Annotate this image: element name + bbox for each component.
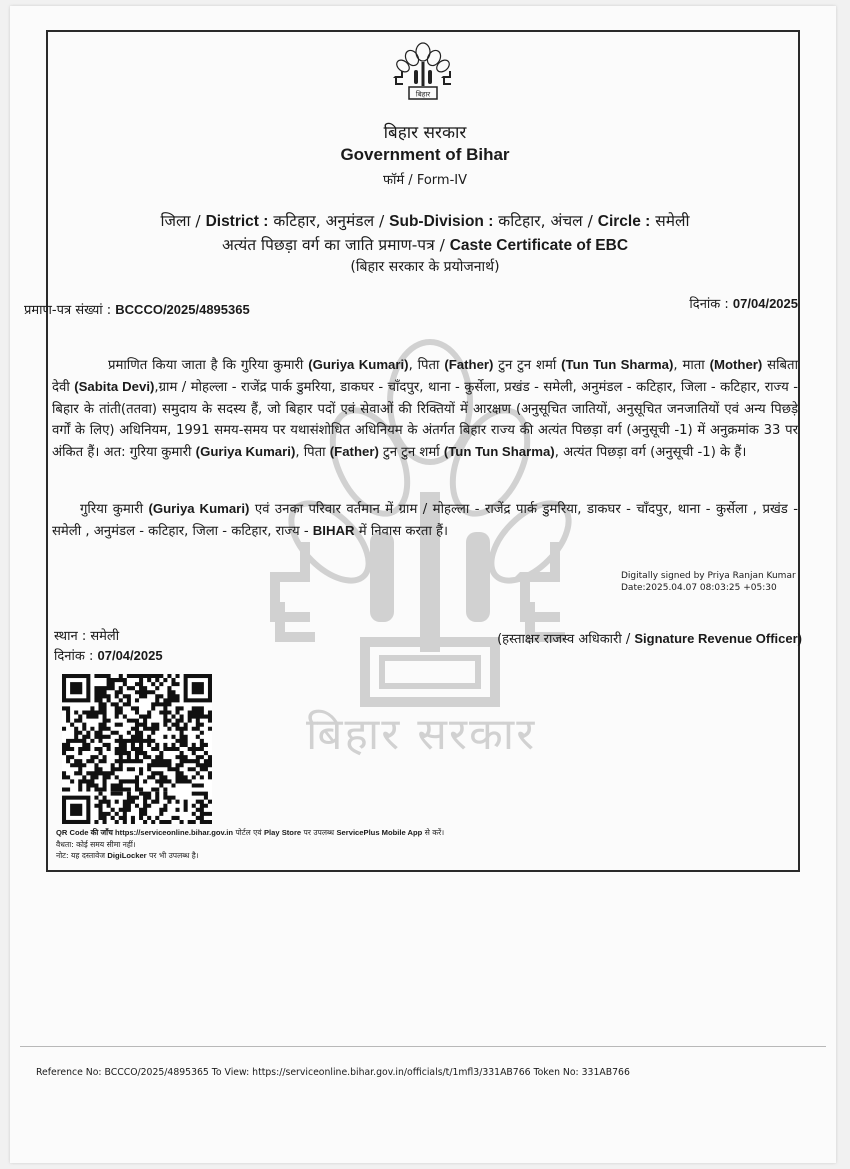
certificate-date: 07/04/2025 — [732, 296, 798, 311]
cert-title-english: Caste Certificate of EBC — [449, 237, 629, 254]
officer-english: Signature Revenue Officer) — [634, 631, 802, 646]
place-label: स्थान : — [54, 629, 87, 644]
certificate-date-line — [689, 294, 798, 312]
certificate-number: BCCCO/2025/4895365 — [115, 302, 250, 317]
place-value: समेली — [90, 629, 120, 644]
certificate-purpose: (बिहार सरकार के प्रयोजनार्थ) — [350, 259, 500, 275]
place-line — [54, 626, 119, 644]
footer-divider — [20, 1046, 826, 1047]
district-label-en: District : — [205, 213, 269, 230]
circle-label-en: Circle : — [597, 213, 651, 230]
circle-value: समेली — [655, 212, 690, 230]
jurisdiction-line: जिला / District : कटिहार, अनुमंडल / Sub-Division : कटिहार, अंचल / Circle : समेली — [160, 212, 690, 230]
subdivision-label-hi: अनुमंडल — [325, 212, 375, 230]
issue-date-label: दिनांक : — [54, 649, 94, 664]
certificate-title: अत्यंत पिछड़ा वर्ग का जाति प्रमाण-पत्र / Caste Certificate of EBC — [221, 236, 629, 254]
qr-verification-note: QR Code की जाँच https://serviceonline.bihar.gov.in पोर्टल एवं Play Store पर उपलब्ध ServicePlus Mobile App से करें। — [56, 828, 445, 837]
certificate-paragraph-2: गुरिया कुमारी (Guriya Kumari) एवं उनका परिवार वर्तमान में ग्राम / मोहल्ला - राजेंद्र पार्क डुमरिया, डाकघर - चाँदपुर, थाना - कुर्सेला , प्रखंड - समेली , अनुमंडल - कटिहार, जिला - कटिहार, राज्य - BIHAR में निवास करता हैं। — [52, 501, 799, 540]
circle-label-hi: अंचल — [550, 212, 583, 230]
certificate-number-label: प्रमाण-पत्र संख्यां : — [24, 303, 112, 318]
digital-signature-date: Date:2025.04.07 08:03:25 +05:30 — [621, 582, 777, 593]
govt-title-hindi: बिहार सरकार — [383, 123, 467, 143]
digital-signature-name: Digitally signed by Priya Ranjan Kumar — [621, 571, 796, 581]
form-english: Form-IV — [416, 173, 467, 188]
issue-date-line — [54, 646, 163, 664]
qr-code[interactable] — [62, 674, 212, 824]
certificate-date-label: दिनांक : — [689, 297, 729, 312]
certificate-paragraph-1: प्रमाणित किया जाता है कि गुरिया कुमारी (Guriya Kumari), पिता (Father) टुन टुन शर्मा (Tun Tun Sharma), माता (Mother) सबिता देवी (Sabita Devi),ग्राम / मोहल्ला - राजेंद्र पार्क डुमरिया, डाकघर - चाँदपुर, थाना - कुर्सेला, प्रखंड - समेली, अनुमंडल - कटिहार, जिला - कटिहार, राज्य - बिहार के तांती(ततवा) समुदाय के सदस्य हैं, जो बिहार पदों एवं सेवाओं की रिक्तियों में आरक्षण (अनुसूचित जातियों, अनुसूचित जनजातियों एवं अन्य पिछड़े वर्गों के लिए) अधिनियम, 1991 समय-समय पर यथासंशोधित अधिनियम के अंतर्गत बिहार राज्य की अत्यंत पिछड़ा वर्ग (अनुसूची -1) में अनुक्रमांक 33 पर अंकित हैं। अत: गुरिया कुमारी (Guriya Kumari), पिता (Father) टुन टुन शर्मा (Tun Tun Sharma), अत्यंत पिछड़ा वर्ग (अनुसूची -1) के हैं। — [52, 357, 798, 461]
emblem-text: बिहार — [415, 90, 431, 99]
validity-note: वैधता: कोई समय सीमा नहीं। — [56, 839, 136, 849]
revenue-officer-signature — [497, 629, 802, 647]
digital-signature — [621, 571, 796, 594]
qr-portal-link[interactable]: https://serviceonline.bihar.gov.in — [115, 828, 234, 837]
cert-title-hindi: अत्यंत पिछड़ा वर्ग का जाति प्रमाण-पत्र — [221, 236, 435, 254]
officer-hindi: (हस्ताक्षर राजस्व अधिकारी / — [497, 632, 631, 647]
bihar-emblem-logo — [389, 40, 457, 102]
govt-title-english: Government of Bihar — [340, 145, 510, 164]
subdivision-value: कटिहार — [498, 212, 541, 230]
reference-footer: Reference No: BCCCO/2025/4895365 To View: https://serviceonline.bihar.gov.in/officials/t/1mfl3/331AB766 Token No: 331AB766 — [36, 1067, 630, 1078]
district-label-hi: जिला — [160, 212, 191, 230]
form-hindi: फॉर्म — [383, 173, 405, 188]
watermark-text: बिहार सरकार — [306, 709, 537, 760]
district-value: कटिहार — [273, 212, 316, 230]
form-title: फॉर्म / Form-IV — [383, 173, 467, 188]
certificate-number-line — [24, 300, 250, 318]
issue-date-value: 07/04/2025 — [97, 648, 163, 663]
notes-block — [56, 827, 444, 862]
digilocker-note: नोट: यह दस्तावेज DigiLocker पर भी उपलब्ध है। — [56, 851, 199, 860]
subdivision-label-en: Sub-Division : — [389, 213, 494, 230]
